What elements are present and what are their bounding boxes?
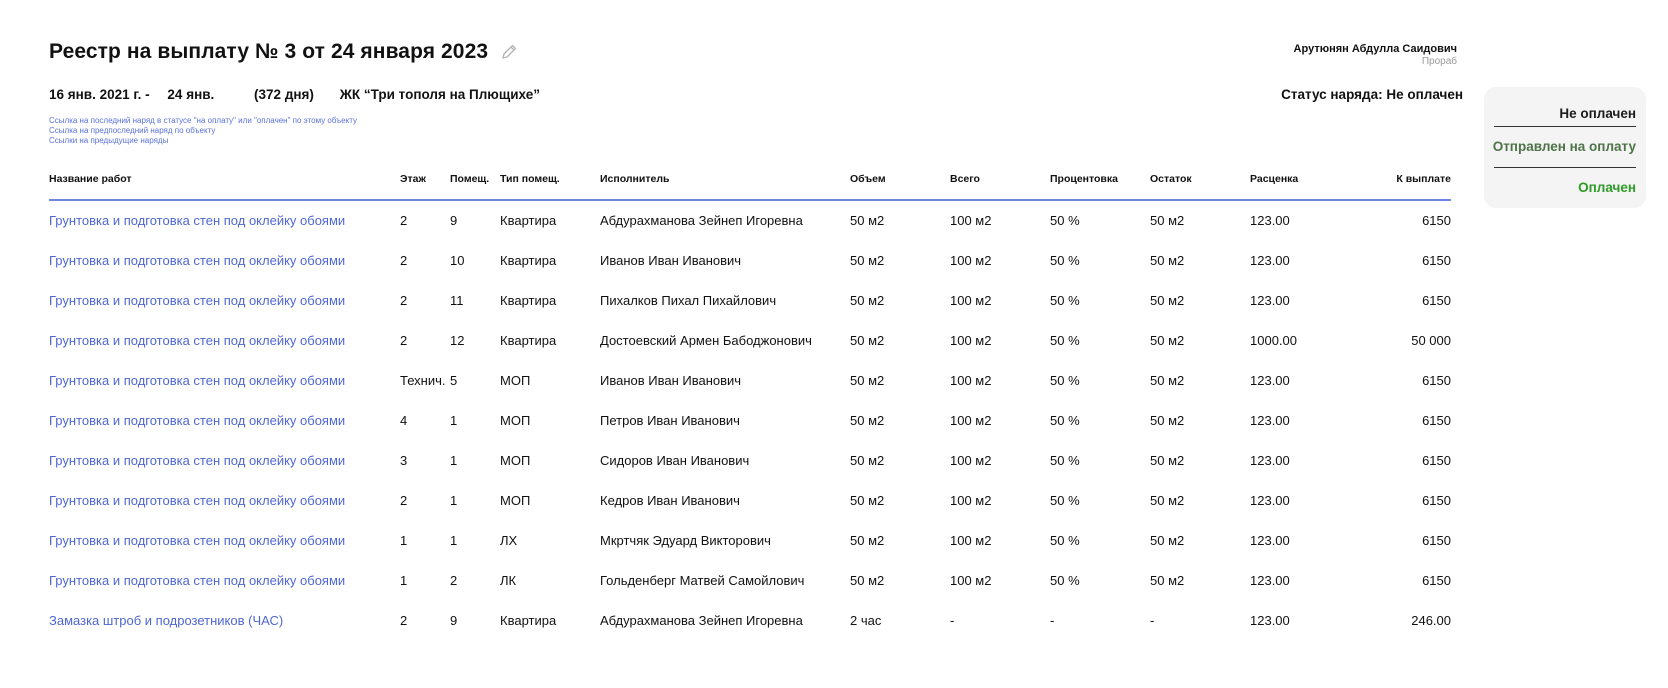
table-row xyxy=(49,201,1451,241)
cell-volume: 50 м2 xyxy=(850,213,885,228)
cell-volume: 50 м2 xyxy=(850,573,885,588)
payments-table xyxy=(49,160,1451,641)
date-to: 24 янв. xyxy=(167,87,215,102)
cell-percent: 50 % xyxy=(1050,253,1080,268)
cell-work-name[interactable]: Грунтовка и подготовка стен под оклейку обоями xyxy=(49,533,346,548)
cell-volume: 50 м2 xyxy=(850,413,885,428)
cell-volume: 50 м2 xyxy=(850,533,885,548)
cell-remainder: - xyxy=(1150,613,1155,628)
cell-to-pay: 6150 xyxy=(1422,573,1451,588)
cell-room-type: МОП xyxy=(500,373,531,388)
cell-room-type: Квартира xyxy=(500,613,557,628)
cell-remainder: 50 м2 xyxy=(1150,293,1185,308)
cell-executor: Абдурахманова Зейнеп Игоревна xyxy=(600,613,803,628)
cell-floor: 2 xyxy=(400,213,408,228)
cell-room-type: ЛХ xyxy=(500,533,518,548)
cell-executor: Сидоров Иван Иванович xyxy=(600,453,750,468)
cell-remainder: 50 м2 xyxy=(1150,573,1185,588)
cell-to-pay: 6150 xyxy=(1422,293,1451,308)
cell-work-name[interactable]: Грунтовка и подготовка стен под оклейку обоями xyxy=(49,213,346,228)
period-info xyxy=(49,87,540,102)
cell-executor: Достоевский Армен Бабоджонович xyxy=(600,333,812,348)
cell-executor: Пихалков Пихал Пихайлович xyxy=(600,293,777,308)
cell-work-name[interactable]: Грунтовка и подготовка стен под оклейку обоями xyxy=(49,493,346,508)
order-status-label: Статус наряда: Не оплачен xyxy=(1281,87,1463,102)
cell-floor: 1 xyxy=(400,533,408,548)
cell-floor: 2 xyxy=(400,293,408,308)
column-header-floor: Этаж xyxy=(400,173,426,185)
cell-room-type: Квартира xyxy=(500,253,557,268)
link-last-order[interactable]: Ссылка на последний наряд в статусе "на оплату" или "оплачен" по этому объекту xyxy=(49,116,357,125)
page-title-text: Реестр на выплату № 3 от 24 января 2023 xyxy=(49,40,489,63)
cell-volume: 50 м2 xyxy=(850,373,885,388)
cell-remainder: 50 м2 xyxy=(1150,413,1185,428)
cell-total: 100 м2 xyxy=(950,213,992,228)
cell-percent: 50 % xyxy=(1050,373,1080,388)
cell-percent: 50 % xyxy=(1050,333,1080,348)
cell-total: 100 м2 xyxy=(950,413,992,428)
table-row xyxy=(49,481,1451,521)
link-previous-order[interactable]: Ссылка на предпоследний наряд по объекту xyxy=(49,126,216,135)
table-row xyxy=(49,281,1451,321)
status-option-sent[interactable]: Отправлен на оплату xyxy=(1492,139,1636,154)
cell-volume: 50 м2 xyxy=(850,333,885,348)
cell-room-type: МОП xyxy=(500,493,531,508)
table-row xyxy=(49,241,1451,281)
cell-room: 1 xyxy=(450,533,458,548)
cell-room-type: Квартира xyxy=(500,213,557,228)
column-header-work-name: Название работ xyxy=(49,173,132,185)
cell-floor: 2 xyxy=(400,253,408,268)
column-header-remainder: Остаток xyxy=(1150,173,1192,185)
cell-volume: 50 м2 xyxy=(850,453,885,468)
cell-total: 100 м2 xyxy=(950,293,992,308)
user-role: Прораб xyxy=(1421,56,1457,67)
cell-total: 100 м2 xyxy=(950,453,992,468)
cell-percent: 50 % xyxy=(1050,533,1080,548)
column-header-to-pay: К выплате xyxy=(1396,173,1451,185)
table-row xyxy=(49,321,1451,361)
cell-percent: 50 % xyxy=(1050,453,1080,468)
page-title xyxy=(49,40,518,64)
cell-to-pay: 6150 xyxy=(1422,493,1451,508)
cell-work-name[interactable]: Грунтовка и подготовка стен под оклейку обоями xyxy=(49,413,346,428)
days-count: (372 дня) xyxy=(254,87,314,102)
status-divider xyxy=(1494,167,1636,168)
cell-percent: 50 % xyxy=(1050,213,1080,228)
column-header-rate: Расценка xyxy=(1250,173,1299,185)
status-option-unpaid[interactable]: Не оплачен xyxy=(1559,106,1636,121)
user-info xyxy=(1294,43,1457,67)
cell-percent: 50 % xyxy=(1050,293,1080,308)
cell-volume: 50 м2 xyxy=(850,493,885,508)
cell-percent: 50 % xyxy=(1050,493,1080,508)
cell-remainder: 50 м2 xyxy=(1150,333,1185,348)
column-header-percent: Процентовка xyxy=(1050,173,1118,185)
cell-total: 100 м2 xyxy=(950,533,992,548)
table-row xyxy=(49,561,1451,601)
date-from: 16 янв. 2021 г. - xyxy=(49,87,150,102)
cell-room-type: ЛК xyxy=(500,573,517,588)
cell-remainder: 50 м2 xyxy=(1150,453,1185,468)
table-row xyxy=(49,401,1451,441)
cell-total: 100 м2 xyxy=(950,253,992,268)
cell-rate: 123.00 xyxy=(1250,213,1290,228)
table-row xyxy=(49,601,1451,641)
cell-floor: 4 xyxy=(400,413,408,428)
object-name: ЖК “Три тополя на Плющихе” xyxy=(339,87,540,102)
cell-room: 11 xyxy=(450,293,464,308)
cell-rate: 123.00 xyxy=(1250,613,1290,628)
cell-work-name[interactable]: Грунтовка и подготовка стен под оклейку обоями xyxy=(49,373,346,388)
cell-room-type: МОП xyxy=(500,453,531,468)
table-body xyxy=(49,201,1451,641)
cell-remainder: 50 м2 xyxy=(1150,213,1185,228)
cell-executor: Иванов Иван Иванович xyxy=(600,373,742,388)
cell-percent: 50 % xyxy=(1050,573,1080,588)
cell-to-pay: 6150 xyxy=(1422,453,1451,468)
cell-floor: 2 xyxy=(400,613,408,628)
cell-to-pay: 6150 xyxy=(1422,413,1451,428)
pencil-icon[interactable] xyxy=(500,43,518,61)
cell-executor: Иванов Иван Иванович xyxy=(600,253,742,268)
cell-room: 1 xyxy=(450,413,458,428)
cell-total: 100 м2 xyxy=(950,573,992,588)
cell-room: 5 xyxy=(450,373,458,388)
cell-remainder: 50 м2 xyxy=(1150,253,1185,268)
cell-rate: 123.00 xyxy=(1250,293,1290,308)
cell-percent: - xyxy=(1050,613,1055,628)
cell-rate: 123.00 xyxy=(1250,253,1290,268)
cell-floor: 3 xyxy=(400,453,408,468)
cell-work-name[interactable]: Грунтовка и подготовка стен под оклейку обоями xyxy=(49,333,346,348)
cell-total: - xyxy=(950,613,955,628)
cell-percent: 50 % xyxy=(1050,413,1080,428)
cell-room: 12 xyxy=(450,333,465,348)
cell-room: 1 xyxy=(450,493,458,508)
cell-to-pay: 6150 xyxy=(1422,213,1451,228)
column-header-room: Помещ. xyxy=(450,173,490,185)
cell-room: 2 xyxy=(450,573,458,588)
cell-total: 100 м2 xyxy=(950,373,992,388)
cell-room-type: Квартира xyxy=(500,333,557,348)
status-option-paid[interactable]: Оплачен xyxy=(1578,180,1636,195)
cell-room-type: МОП xyxy=(500,413,531,428)
cell-executor: Петров Иван Иванович xyxy=(600,413,740,428)
cell-rate: 123.00 xyxy=(1250,373,1290,388)
cell-room: 9 xyxy=(450,213,458,228)
cell-executor: Абдурахманова Зейнеп Игоревна xyxy=(600,213,803,228)
cell-floor: 2 xyxy=(400,493,408,508)
cell-work-name[interactable]: Грунтовка и подготовка стен под оклейку обоями xyxy=(49,453,346,468)
cell-to-pay: 6150 xyxy=(1422,253,1451,268)
cell-to-pay: 50 000 xyxy=(1411,333,1451,348)
cell-room: 10 xyxy=(450,253,465,268)
cell-rate: 123.00 xyxy=(1250,453,1290,468)
cell-room: 9 xyxy=(450,613,458,628)
cell-work-name[interactable]: Замазка штроб и подрозетников (ЧАС) xyxy=(49,613,284,628)
table-row xyxy=(49,521,1451,561)
cell-executor: Кедров Иван Иванович xyxy=(600,493,740,508)
status-selector xyxy=(1484,87,1646,208)
cell-total: 100 м2 xyxy=(950,333,992,348)
cell-remainder: 50 м2 xyxy=(1150,533,1185,548)
cell-executor: Гольденберг Матвей Самойлович xyxy=(600,573,805,588)
cell-to-pay: 246.00 xyxy=(1411,613,1451,628)
related-orders-links xyxy=(49,116,357,146)
cell-total: 100 м2 xyxy=(950,493,992,508)
table-row xyxy=(49,441,1451,481)
cell-to-pay: 6150 xyxy=(1422,373,1451,388)
cell-volume: 2 час xyxy=(850,613,882,628)
cell-work-name[interactable]: Грунтовка и подготовка стен под оклейку обоями xyxy=(49,253,346,268)
table-header xyxy=(49,160,1451,201)
cell-volume: 50 м2 xyxy=(850,293,885,308)
cell-rate: 1000.00 xyxy=(1250,333,1297,348)
cell-floor: 1 xyxy=(400,573,408,588)
cell-floor: Технич. xyxy=(400,373,446,388)
cell-executor: Мкртчяк Эдуард Викторович xyxy=(600,533,771,548)
link-earlier-orders[interactable]: Ссылки на предыдущие наряды xyxy=(49,136,169,145)
column-header-volume: Объем xyxy=(850,173,886,185)
cell-rate: 123.00 xyxy=(1250,573,1290,588)
cell-rate: 123.00 xyxy=(1250,533,1290,548)
cell-rate: 123.00 xyxy=(1250,493,1290,508)
cell-to-pay: 6150 xyxy=(1422,533,1451,548)
cell-room: 1 xyxy=(450,453,458,468)
cell-volume: 50 м2 xyxy=(850,253,885,268)
column-header-room-type: Тип помещ. xyxy=(500,173,560,185)
status-divider xyxy=(1494,126,1636,127)
cell-room-type: Квартира xyxy=(500,293,557,308)
table-row xyxy=(49,361,1451,401)
column-header-executor: Исполнитель xyxy=(600,173,670,185)
cell-work-name[interactable]: Грунтовка и подготовка стен под оклейку обоями xyxy=(49,293,346,308)
cell-rate: 123.00 xyxy=(1250,413,1290,428)
user-name: Арутюнян Абдулла Саидович xyxy=(1293,43,1457,55)
cell-work-name[interactable]: Грунтовка и подготовка стен под оклейку обоями xyxy=(49,573,346,588)
cell-floor: 2 xyxy=(400,333,408,348)
cell-remainder: 50 м2 xyxy=(1150,373,1185,388)
cell-remainder: 50 м2 xyxy=(1150,493,1185,508)
column-header-total: Всего xyxy=(950,173,980,185)
